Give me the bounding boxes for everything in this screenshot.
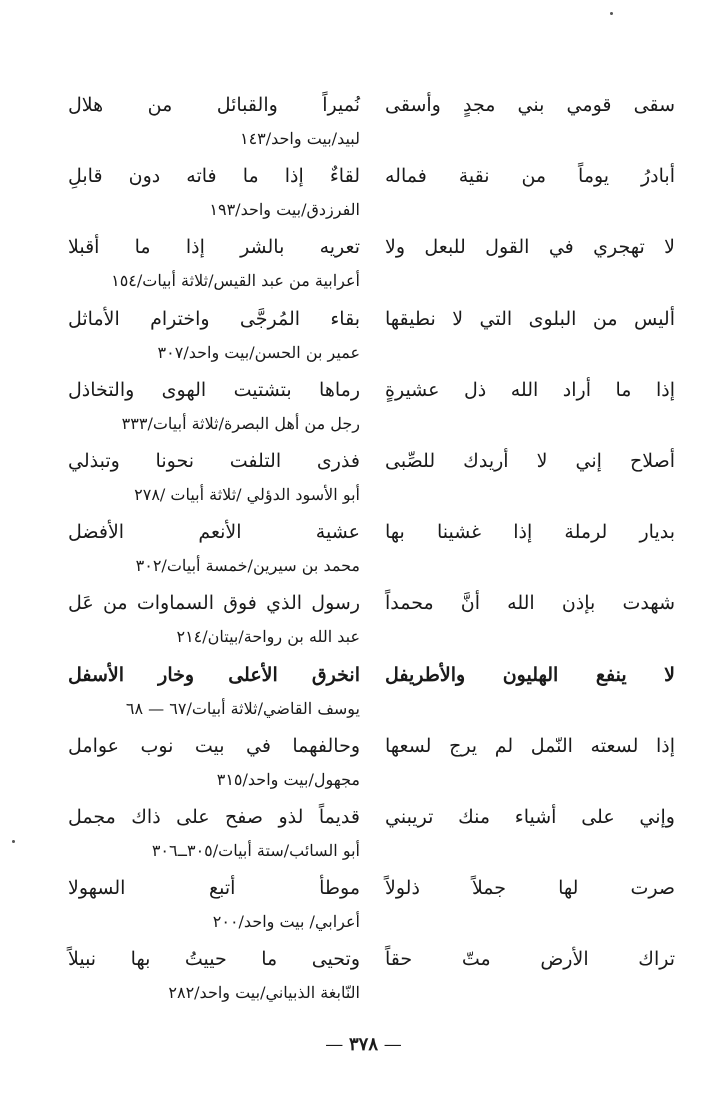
verse-line	[45, 586, 675, 620]
page-number	[0, 1034, 727, 1055]
verse-source: أعرابي/ بيت واحد/٢٠٠	[212, 912, 360, 932]
first-hemistich: وإني على أشياء منك تريبني	[385, 805, 675, 828]
verse-source: يوسف القاضي/ثلاثة أبيات/٦٧ — ٦٨	[125, 698, 360, 718]
verse-line	[45, 800, 675, 834]
verse-line	[45, 159, 675, 193]
second-hemistich: وتحيى ما حييتُ بها نبيلاً	[68, 948, 360, 971]
verse-entry	[45, 800, 675, 871]
verse-source: عمير بن الحسن/بيت واحد/٣٠٧	[157, 342, 360, 362]
second-hemistich: بقاء المُرجَّى واخترام الأماثل	[68, 307, 360, 330]
verse-line	[45, 515, 675, 549]
verse-source: أعرابية من عبد القيس/ثلاثة أبيات/١٥٤	[111, 271, 360, 291]
second-hemistich: فذرى التلفت نحونا وتبذلي	[68, 449, 360, 472]
verse-line	[45, 871, 675, 905]
verse-source: النّابغة الذبياني/بيت واحد/٢٨٢	[168, 983, 360, 1003]
first-hemistich: أبادرُ يوماً من نقية فماله	[385, 165, 675, 188]
scan-speck	[610, 12, 613, 15]
verse-entry	[45, 373, 675, 444]
second-hemistich: موطأ أتبع السهولا	[68, 877, 360, 900]
second-hemistich: وحالفهما في بيت نوب عوامل	[68, 734, 360, 757]
verse-source: محمد بن سيرين/خمسة أبيات/٣٠٢	[135, 556, 360, 576]
first-hemistich: أصلاح إني لا أريدك للصِّبى	[385, 449, 675, 472]
verse-line	[45, 373, 675, 407]
verse-index	[45, 88, 675, 1013]
first-hemistich: إذا لسعته النّمل لم يرج لسعها	[385, 734, 675, 757]
first-hemistich: بديار لرملة إذا غشينا بها	[385, 521, 675, 544]
verse-source: مجهول/بيت واحد/٣١٥	[216, 769, 360, 789]
first-hemistich: إذا ما أراد الله ذل عشيرةٍ	[385, 378, 675, 401]
verse-entry	[45, 586, 675, 657]
verse-entry	[45, 159, 675, 230]
verse-entry	[45, 871, 675, 942]
verse-entry	[45, 729, 675, 800]
first-hemistich: سقى قومي بني مجدٍ وأسقى	[385, 94, 675, 116]
verse-line	[45, 942, 675, 976]
verse-source: أبو الأسود الدؤلي /ثلاثة أبيات /٢٧٨	[134, 484, 360, 504]
first-hemistich: تراك الأرض متّ حقاً	[385, 948, 675, 971]
verse-line	[45, 302, 675, 336]
verse-entry	[45, 88, 675, 159]
verse-line	[45, 444, 675, 478]
verse-source: الفرزدق/بيت واحد/١٩٣	[209, 200, 360, 220]
second-hemistich: انخرق الأعلى وخار الأسفل	[68, 663, 360, 686]
verse-entry	[45, 942, 675, 1013]
verse-line	[45, 88, 675, 122]
second-hemistich: قديماً لذو صفح على ذاك مجمل	[68, 805, 360, 828]
verse-line	[45, 230, 675, 264]
first-hemistich: شهدت بإذن الله أنَّ محمداً	[385, 592, 675, 615]
second-hemistich: عشية الأنعم الأفضل	[68, 521, 360, 544]
verse-entry	[45, 515, 675, 586]
first-hemistich: لا تهجري في القول للبعل ولا	[385, 236, 675, 259]
page-number-dash: —	[383, 1034, 402, 1055]
verse-entry	[45, 444, 675, 515]
second-hemistich: رماها بتشتيت الهوى والتخاذل	[68, 378, 360, 401]
verse-source: لبيد/بيت واحد/١٤٣	[239, 129, 360, 148]
verse-entry	[45, 302, 675, 373]
page-number-dash: —	[325, 1034, 344, 1055]
verse-entry	[45, 658, 675, 729]
scan-speck	[12, 840, 15, 843]
first-hemistich: لا ينفع الهليون والأطريفل	[385, 663, 675, 686]
second-hemistich: رسول الذي فوق السماوات من عَل	[68, 592, 360, 615]
verse-source: عبد الله بن رواحة/بيتان/٢١٤	[176, 627, 360, 647]
page-number-value: ٣٧٨	[348, 1034, 378, 1055]
second-hemistich: تعريه بالشر إذا ما أقبلا	[68, 236, 360, 259]
verse-line	[45, 658, 675, 692]
verse-source: رجل من أهل البصرة/ثلاثة أبيات/٣٣٣	[121, 413, 360, 433]
verse-entry	[45, 230, 675, 301]
verse-line	[45, 729, 675, 763]
verse-source: أبو السائب/ستة أبيات/٣٠٥ــ٣٠٦	[151, 840, 360, 860]
second-hemistich: نُميراً والقبائل من هلال	[68, 94, 360, 116]
first-hemistich: أليس من البلوى التي لا نطيقها	[385, 307, 675, 330]
second-hemistich: لقاءٌ إذا ما فاته دون قابلِ	[68, 165, 360, 188]
first-hemistich: صرت لها جملاً ذلولاً	[385, 877, 675, 900]
